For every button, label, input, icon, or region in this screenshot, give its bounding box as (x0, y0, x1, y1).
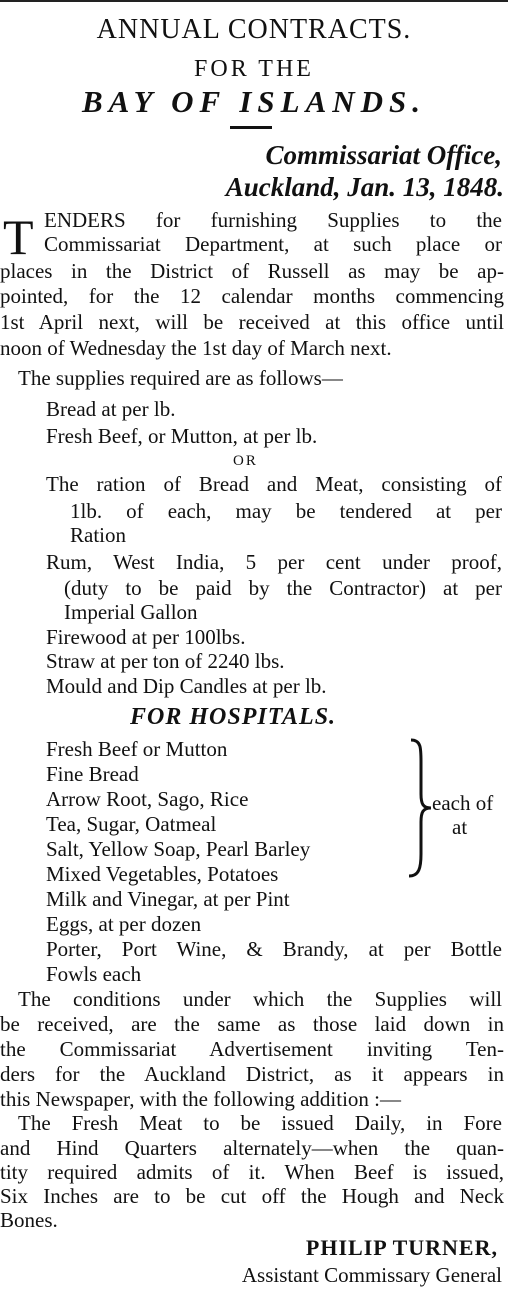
supply-item: Rum, West India, 5 per cent under proof, (46, 550, 502, 574)
advert-title: ANNUAL CONTRACTS. (96, 14, 412, 45)
signature-title: Assistant Commissary General (241, 1263, 502, 1287)
intro-line: pointed, for the 12 calendar months commencing (0, 284, 504, 308)
intro-line: Commissariat Department, at such place or (44, 232, 502, 256)
supply-item: Straw at per ton of 2240 lbs. (46, 649, 285, 673)
top-rule (0, 0, 508, 2)
supply-item: Imperial Gallon (64, 600, 198, 624)
hospital-item: Fine Bread (46, 762, 139, 786)
hospital-item: Salt, Yellow Soap, Pearl Barley (46, 837, 311, 861)
hospital-item: Fresh Beef or Mutton (46, 737, 228, 761)
or-separator: OR (233, 453, 258, 469)
drop-cap: T (3, 209, 34, 265)
supply-item: Firewood at per 100lbs. (46, 625, 246, 649)
conditions-line: Six Inches are to be cut off the Hough and Neck (0, 1184, 504, 1208)
advert-place: BAY OF ISLANDS. (81, 84, 427, 119)
supply-item: The ration of Bread and Meat, consisting of (46, 472, 502, 496)
conditions-line: and Hind Quarters alternately—when the quan- (0, 1136, 504, 1160)
advert-subtitle: FOR THE (194, 56, 314, 82)
conditions-line: this Newspaper, with the following addition :— (0, 1087, 402, 1111)
conditions-line: The conditions under which the Supplies will (18, 987, 502, 1011)
conditions-line: be received, are the same as those laid down in (0, 1012, 504, 1036)
hospital-item: Fowls each (46, 962, 142, 986)
supplies-intro: The supplies required are as follows— (18, 366, 343, 390)
hospital-item: Porter, Port Wine, & Brandy, at per Bottle (46, 937, 502, 961)
intro-line: 1st April next, will be received at this office until (0, 310, 504, 334)
supply-item: Fresh Beef, or Mutton, at per lb. (46, 424, 318, 448)
conditions-line: Bones. (0, 1208, 58, 1232)
supply-item: (duty to be paid by the Contractor) at per (64, 576, 502, 600)
intro-line: places in the District of Russell as may be ap- (0, 259, 504, 283)
hospitals-heading: FOR HOSPITALS. (130, 704, 337, 730)
hospital-item: Tea, Sugar, Oatmeal (46, 812, 217, 836)
brace-label-each-of: each of (432, 791, 494, 815)
brace-label-at: at (452, 815, 468, 839)
conditions-line: the Commissariat Advertisement inviting Ten- (0, 1037, 504, 1061)
hospital-item: Arrow Root, Sago, Rice (46, 787, 249, 811)
signature-name: PHILIP TURNER, (305, 1235, 498, 1260)
intro-line: ENDERS for furnishing Supplies to the (44, 208, 502, 232)
supply-item: Bread at per lb. (46, 397, 176, 421)
supply-item: Ration (70, 523, 126, 547)
hospital-item: Milk and Vinegar, at per Pint (46, 887, 290, 911)
supply-item: Mould and Dip Candles at per lb. (46, 674, 327, 698)
intro-line: noon of Wednesday the 1st day of March next. (0, 336, 392, 360)
hospital-item: Mixed Vegetables, Potatoes (46, 862, 279, 886)
conditions-line: The Fresh Meat to be issued Daily, in Fore (18, 1111, 502, 1135)
conditions-line: tity required admits of it. When Beef is issued, (0, 1160, 504, 1184)
conditions-line: ders for the Auckland District, as it appears in (0, 1062, 504, 1086)
dateline-date: Auckland, Jan. 13, 1848. (225, 172, 504, 202)
supply-item: 1lb. of each, may be tendered at per (70, 499, 502, 523)
hospital-item: Eggs, at per dozen (46, 912, 202, 936)
dateline-office: Commissariat Office, (265, 140, 502, 170)
divider-rule (230, 126, 272, 129)
